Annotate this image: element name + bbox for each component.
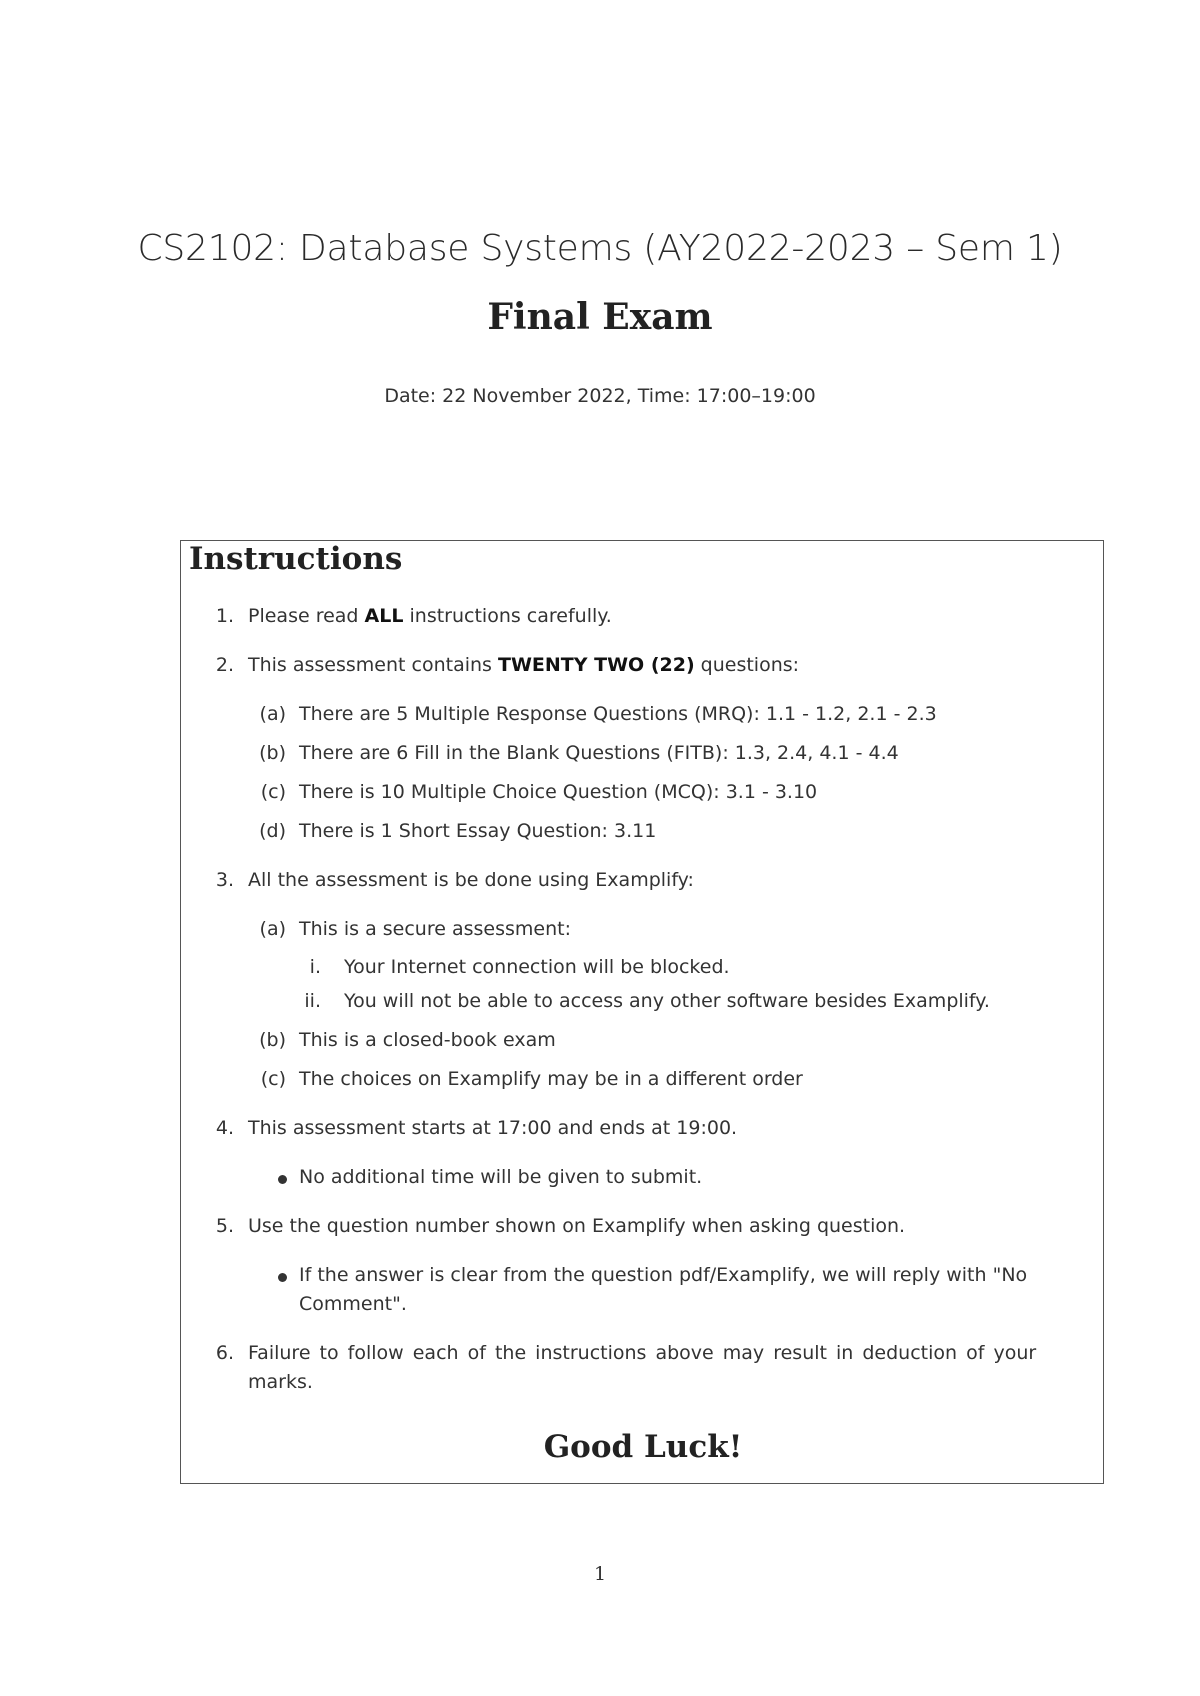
item-text: All the assessment is be done using Examplify: xyxy=(248,869,694,891)
bullet-text-continued: Comment". xyxy=(299,1293,407,1315)
subitem-text: There are 6 Fill in the Blank Questions (FITB): 1.3, 2.4, 4.1 - 4.4 xyxy=(299,742,899,764)
course-title: CS2102: Database Systems (AY2022-2023 – Sem 1) xyxy=(137,228,1063,269)
item-text: This assessment starts at 17:00 and ends at 19:00. xyxy=(248,1117,738,1139)
exam-title: Final Exam xyxy=(487,296,713,338)
subitem-label: (b) xyxy=(259,1029,286,1051)
item-number: 3. xyxy=(215,869,234,891)
item-text: Failure to follow each of the instructions above may result in deduction of your xyxy=(248,1342,1037,1364)
item-text-continued: marks. xyxy=(248,1371,313,1393)
item-text: Use the question number shown on Examplify when asking question. xyxy=(248,1215,906,1237)
exam-date-time: Date: 22 November 2022, Time: 17:00–19:00 xyxy=(384,385,816,407)
item-number: 2. xyxy=(215,654,234,676)
subitem-text: This is a closed-book exam xyxy=(299,1029,556,1051)
item-text: Please read ALL instructions carefully. xyxy=(248,605,612,627)
subitem-label: (c) xyxy=(260,781,286,803)
subitem-label: (c) xyxy=(260,1068,286,1090)
subitem-label: (b) xyxy=(259,742,286,764)
bullet-dot-icon xyxy=(278,1273,287,1282)
subitem-label: (a) xyxy=(259,918,286,940)
subitem-text: There is 1 Short Essay Question: 3.11 xyxy=(299,820,657,842)
roman-text: Your Internet connection will be blocked. xyxy=(344,956,730,978)
subitem-text: The choices on Examplify may be in a different order xyxy=(299,1068,803,1090)
subitem-text: This is a secure assessment: xyxy=(299,918,571,940)
bullet-text: No additional time will be given to submit. xyxy=(299,1166,703,1188)
page-number: 1 xyxy=(593,1563,607,1585)
instructions-box xyxy=(180,540,1104,1484)
roman-label: ii. xyxy=(304,990,321,1012)
good-luck-message: Good Luck! xyxy=(543,1429,743,1465)
item-number: 6. xyxy=(215,1342,234,1364)
subitem-label: (a) xyxy=(259,703,286,725)
roman-label: i. xyxy=(309,956,321,978)
item-text: This assessment contains TWENTY TWO (22) questions: xyxy=(248,654,800,676)
item-number: 4. xyxy=(215,1117,234,1139)
subitem-label: (d) xyxy=(259,820,286,842)
bullet-dot-icon xyxy=(278,1175,287,1184)
subitem-text: There are 5 Multiple Response Questions (MRQ): 1.1 - 1.2, 2.1 - 2.3 xyxy=(299,703,937,725)
bullet-text: If the answer is clear from the question pdf/Examplify, we will reply with "No xyxy=(299,1264,1028,1286)
item-number: 5. xyxy=(215,1215,234,1237)
item-number: 1. xyxy=(215,605,234,627)
instructions-heading: Instructions xyxy=(189,541,403,577)
subitem-text: There is 10 Multiple Choice Question (MCQ): 3.1 - 3.10 xyxy=(299,781,818,803)
roman-text: You will not be able to access any other software besides Examplify. xyxy=(344,990,990,1012)
